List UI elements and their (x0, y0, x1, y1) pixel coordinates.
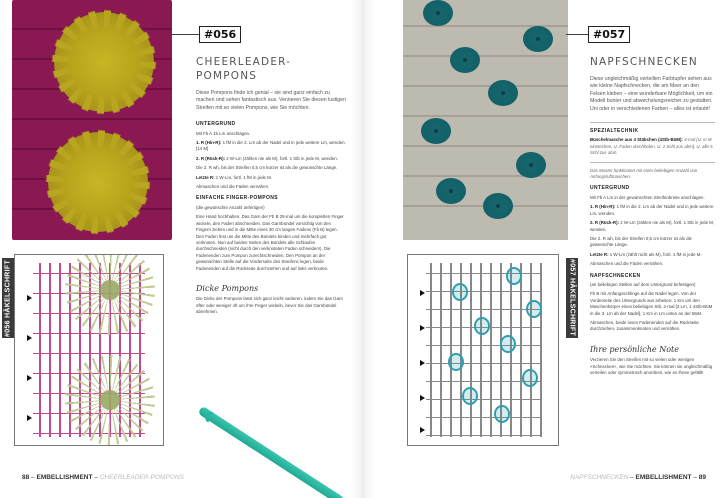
cluster-symbol (506, 267, 522, 285)
row-text: 1 W-Lm (zählt nicht als M), fortl. 1 fM in jede M. (608, 251, 702, 257)
chapter-name: CHEERLEADER-POMPONS (99, 474, 184, 481)
instruction: Die 2. R wh, bis der Streifen 0,5 cm kürzer ist als die gewünschte Länge. (590, 235, 692, 248)
row-label: Letzte R: (196, 174, 215, 180)
crochet-chart-056 (14, 254, 164, 446)
instruction (196, 175, 346, 181)
row-text: 2 W-Lm (zählen nie als M), fortl. 1 Stb in jede M, wenden. (590, 220, 715, 232)
cluster-symbol (462, 387, 478, 405)
section-heading: UNTERGRUND (590, 185, 630, 192)
crochet-chart-057 (407, 254, 559, 446)
pompon-1 (54, 12, 154, 112)
instruction (590, 204, 715, 217)
row-arrow-icon (27, 295, 32, 301)
limpet-dot (488, 80, 518, 106)
badge-leader-line (566, 34, 588, 35)
row-arrow-icon (420, 360, 425, 366)
limpet-dot (523, 26, 553, 52)
tip-text: Verzieren Sie den Streifen mit so vielen oder wenigen »Schnecken«, wie Sie möchten. Sie können sie ungleichmäßig verteilen oder symmetrisch anordnen, wie es Ihnen gefällt! (590, 357, 713, 375)
instruction: Fb B mit Anfangsschlinge auf die Nadel legen. Von der Vorderseite des Untergrunds aus arbeiten: 1 Km um den Maschenkörper eines beliebigen Stb, 2-mal [3 Lm, 1 4Stb-BüM in die 3. Lm ab der Nadel], 1 Km in Lm unten an der BüM. (590, 291, 713, 316)
instruction: Mit Fb A Lm in der gewünschten Streifenbreite anschlagen. (590, 194, 705, 200)
section-subtitle: (an beliebigen Stellen auf dem Untergrund befestigen) (590, 281, 696, 287)
footer-right (570, 474, 706, 481)
footer-left (22, 474, 184, 481)
separator: – (630, 474, 634, 481)
cluster-symbol (526, 300, 542, 318)
row-label: 2. R (Rück-R): (196, 155, 226, 161)
cluster-symbol (452, 283, 468, 301)
instruction: Mit Fb A 15 Lm anschlagen. (196, 130, 251, 136)
row-arrow-icon (27, 415, 32, 421)
instruction: Eine Hand hochhalten. Das Garn der Fb B 25-mal um die kompletten Finger wickeln, den Faden abschneiden. Das Garnbündel vorsichtig von den Fingern ziehen und in die Mitte eines 30 cm langen Fadens (Fb B) legen. Den Faden fest um die Mitte des Bündels binden und mehrfach gut verknoten. Nun auf beiden Seiten des Bündels alle Schlaufen durchschneiden (nicht durch den verknoteten Faden schneiden!). Die Fadenenden zum Pompon zurechtschneiden. Den Pompon an der gewünschten Stelle auf die Vorderseite des Streifens legen, beide Fadenenden auf die Rückseite durchziehen und auf links verknoten. (196, 214, 344, 271)
yarn-swatch-photo-057 (403, 0, 568, 240)
book-gutter (352, 0, 374, 498)
badge-leader-line (172, 34, 199, 35)
limpet-dot (421, 118, 451, 144)
pompon-symbol (65, 254, 155, 335)
pattern-text-056 (196, 55, 346, 319)
tip-text: Die Dicke der Pompons lässt sich ganz leicht variieren, indem Sie das Garn öfter oder weniger oft um Ihre Finger wickeln, bevor Sie das Garnbündel abnehmen. (196, 296, 343, 315)
limpet-dot (516, 152, 546, 178)
cluster-symbol (500, 335, 516, 353)
section-name: EMBELLISHMENT (36, 474, 93, 481)
row-text: 1 W-Lm, fortl. 1 fM in jede M. (214, 174, 273, 180)
page-number: 89 (698, 474, 706, 481)
chapter-name: NAPFSCHNECKEN (570, 474, 629, 481)
instruction (196, 140, 346, 153)
separator: – (94, 474, 98, 481)
divider (590, 162, 715, 163)
pompon-symbol (65, 355, 155, 445)
title-line-2: POMPONS (196, 70, 258, 82)
row-label: 1. R (Hin-R): (590, 204, 616, 210)
instruction (196, 156, 346, 162)
pattern-text-057 (590, 55, 715, 379)
instruction (590, 137, 715, 156)
cluster-symbol (522, 369, 538, 387)
cluster-symbol (494, 405, 510, 423)
instruction: Die 2. R wh, bis der Streifen 0,5 cm kürzer ist als die gewünschte Länge. (196, 165, 338, 171)
row-arrow-icon (420, 427, 425, 433)
tip-heading: Ihre persönliche Note (590, 344, 679, 354)
title-line-1: CHEERLEADER- (196, 56, 292, 68)
yarn-swatch-photo-056 (12, 0, 172, 240)
instruction: Abmaschen und die Fäden vernähen. (590, 261, 664, 267)
instruction (590, 220, 715, 233)
row-arrow-icon (420, 290, 425, 296)
pattern-number-badge: #056 (199, 26, 241, 43)
row-arrow-icon (27, 375, 32, 381)
row-label: 1. R (Hin-R): (196, 140, 222, 146)
chart-label-tab-056: #056 HÄKELSCHRIFT (2, 258, 14, 338)
pattern-number-badge: #057 (588, 26, 630, 43)
technique-label: Büschelmasche aus 4 Stäbchen (4Stb-BüM): (590, 137, 683, 143)
section-heading: UNTERGRUND (196, 121, 236, 128)
limpet-dot (483, 193, 513, 219)
row-text: 1 fM in die 2. Lm ab der Nadel und in jede weitere Lm, wenden. (590, 204, 714, 216)
section-subtitle: (die gewünschte Anzahl anfertigen) (196, 204, 265, 210)
pattern-note: Das Muster funktioniert mit einer beliebigen Anzahl von Anfangsluftmaschen. (590, 167, 698, 180)
cluster-symbol (474, 317, 490, 335)
row-text: 1 fM in die 2. Lm ab der Nadel und in jede weitere Lm, wenden. [14 M] (196, 140, 346, 152)
row-label: 2. R (Rück-R): (590, 220, 620, 226)
instruction: Abmaschen und die Fäden vernähen. (196, 184, 270, 190)
intro-text: Diese Pompons finde ich genial – sie sind ganz einfach zu machen und sehen fantastisch aus. Verzieren Sie diesen lustigen Streifen mit so vielen Pompons, wie Sie möchten. (196, 90, 346, 111)
pattern-title: NAPFSCHNECKEN (590, 56, 698, 68)
section-name: EMBELLISHMENT (635, 474, 692, 481)
divider (590, 122, 715, 123)
chart-label-tab-057: #057 HÄKELSCHRIFT (566, 258, 578, 338)
row-arrow-icon (27, 335, 32, 341)
section-heading: NAPFSCHNECKEN (590, 272, 641, 279)
section-heading: EINFACHE FINGER-POMPONS (196, 195, 278, 202)
page-number: 88 (22, 474, 30, 481)
section-heading: SPEZIALTECHNIK (590, 128, 639, 135)
row-text: 2 W-Lm (zählen nie als M), fortl. 1 Stb in jede M, wenden. (225, 155, 338, 161)
row-arrow-icon (420, 395, 425, 401)
cluster-symbol (448, 353, 464, 371)
row-arrow-icon (420, 325, 425, 331)
separator: – (31, 474, 35, 481)
row-label: Letzte R: (590, 251, 609, 257)
separator: – (693, 474, 697, 481)
limpet-dot (423, 0, 453, 26)
pattern-title (196, 55, 346, 83)
pompon-2 (48, 132, 148, 232)
technique-text: 4-mal [U. in M einstechen, U. Faden durchholen, U. 2 Schl zus abm], U. alle 5 Schl zus abm. (590, 137, 713, 156)
limpet-dot (436, 178, 466, 204)
instruction (590, 252, 715, 258)
instruction: Abmaschen, beide losen Fadenenden auf die Rückseite durchziehen, zusammenknoten und vernähen. (590, 319, 699, 332)
intro-text: Diese ungleichmäßig verteilten Farbtupfer sehen aus wie kleine Napfschnecken, die am Meer an den Felsen kleben – eine wunderbare Möglichkeit, um ein Modell bunter und abwechslungsreicher zu gestalten. Uni oder in verschiedenen Farben – alles ist erlaubt! (590, 76, 713, 112)
limpet-dot (450, 47, 480, 73)
tip-heading: Dicke Pompons (196, 283, 259, 293)
